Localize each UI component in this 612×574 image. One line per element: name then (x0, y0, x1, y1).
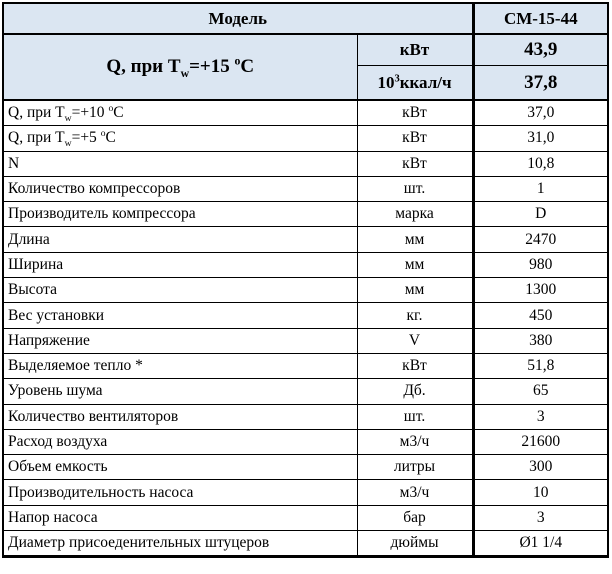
table-row (3, 404, 608, 429)
param-label: Выделяемое тепло * (3, 353, 357, 378)
param-value: 450 (473, 303, 608, 328)
param-value: 300 (473, 455, 608, 480)
table-row (3, 176, 608, 201)
param-value: 380 (473, 328, 608, 353)
param-unit: мм (357, 278, 473, 303)
capacity-unit-kw: кВт (357, 34, 473, 66)
param-value: 1300 (473, 278, 608, 303)
param-label: Вес установки (3, 303, 357, 328)
table-row (3, 379, 608, 404)
param-label: Расход воздуха (3, 429, 357, 454)
param-unit: шт. (357, 176, 473, 201)
param-unit: литры (357, 455, 473, 480)
table-row (3, 278, 608, 303)
param-label: Количество вентиляторов (3, 404, 357, 429)
q15-label: Q, при $T_w=+15$ $^o$C (3, 34, 357, 100)
param-value: 65 (473, 379, 608, 404)
capacity-unit-kcal: $10^3ккал/ч$ (357, 66, 473, 101)
table-row (3, 328, 608, 353)
param-unit: V (357, 328, 473, 353)
param-unit: кВт (357, 151, 473, 176)
param-value: 1 (473, 176, 608, 201)
param-value: 10 (473, 480, 608, 505)
model-row (3, 3, 608, 34)
table-row (3, 100, 608, 126)
param-value: D (473, 202, 608, 227)
table-row (3, 531, 608, 557)
param-unit: бар (357, 505, 473, 530)
param-label: Q, при $T_w=+10$ $^o$C (3, 100, 357, 126)
param-label: Напряжение (3, 328, 357, 353)
param-value: 51,8 (473, 353, 608, 378)
param-label: Высота (3, 278, 357, 303)
model-value: СМ-15-44 (473, 3, 608, 34)
param-label: Объем емкость (3, 455, 357, 480)
capacity-value-kcal: 37,8 (473, 66, 608, 101)
capacity-value-kw: 43,9 (473, 34, 608, 66)
table-row (3, 202, 608, 227)
spec-sheet-page (2, 2, 609, 558)
table-row (3, 353, 608, 378)
param-label: Диаметр присоеденительных штуцеров (3, 531, 357, 557)
param-value: 3 (473, 505, 608, 530)
param-unit: мм (357, 252, 473, 277)
param-value: 10,8 (473, 151, 608, 176)
param-unit: шт. (357, 404, 473, 429)
table-row (3, 480, 608, 505)
table-row (3, 429, 608, 454)
param-unit: дюймы (357, 531, 473, 557)
capacity-row-kw (3, 34, 608, 66)
param-unit: Дб. (357, 379, 473, 404)
param-label: Напор насоса (3, 505, 357, 530)
table-row (3, 455, 608, 480)
param-unit: марка (357, 202, 473, 227)
param-value: Ø1 1/4 (473, 531, 608, 557)
param-label: Q, при $T_w=+5$ $^o$C (3, 126, 357, 151)
table-row (3, 126, 608, 151)
param-label: Производитель компрессора (3, 202, 357, 227)
param-value: 21600 (473, 429, 608, 454)
param-label: N (3, 151, 357, 176)
param-unit: кВт (357, 126, 473, 151)
spec-table-body (3, 100, 608, 557)
param-label: Длина (3, 227, 357, 252)
param-label: Уровень шума (3, 379, 357, 404)
model-label: Модель (3, 3, 473, 34)
param-unit: м3/ч (357, 480, 473, 505)
table-row (3, 227, 608, 252)
param-unit: кВт (357, 353, 473, 378)
param-unit: мм (357, 227, 473, 252)
param-label: Ширина (3, 252, 357, 277)
table-row (3, 252, 608, 277)
table-row (3, 505, 608, 530)
param-value: 3 (473, 404, 608, 429)
param-label: Количество компрессоров (3, 176, 357, 201)
chiller-spec-table (2, 2, 609, 558)
param-value: 31,0 (473, 126, 608, 151)
spec-table-header-section (3, 3, 608, 100)
param-unit: м3/ч (357, 429, 473, 454)
param-label: Производительность насоса (3, 480, 357, 505)
table-row (3, 303, 608, 328)
param-value: 2470 (473, 227, 608, 252)
param-value: 37,0 (473, 100, 608, 126)
table-row (3, 151, 608, 176)
param-value: 980 (473, 252, 608, 277)
param-unit: кВт (357, 100, 473, 126)
param-unit: кг. (357, 303, 473, 328)
